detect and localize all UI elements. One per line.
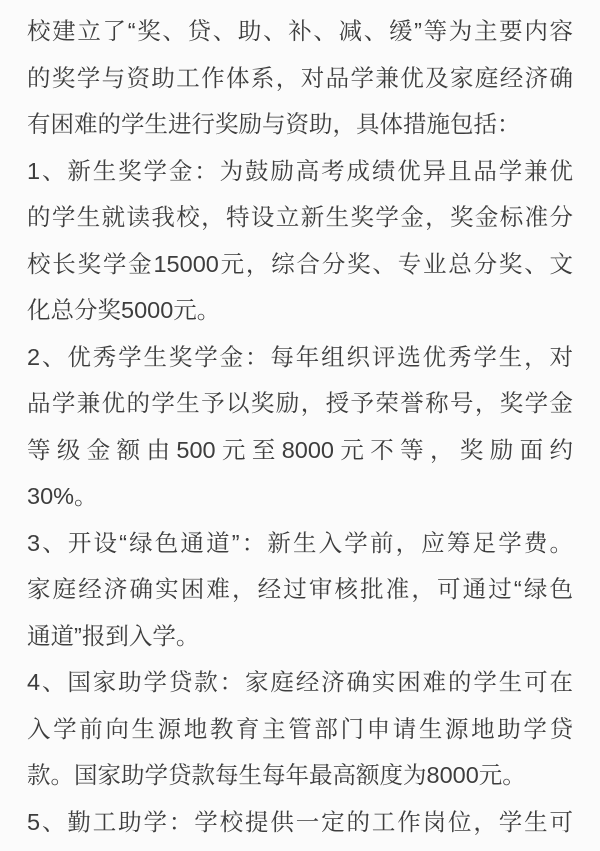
text-line: 5、勤工助学：学校提供一定的工作岗位，学生可 (27, 808, 573, 835)
text-line: 4、国家助学贷款：家庭经济确实困难的学生可在 (27, 669, 573, 695)
text-line: 的奖学与资助工作体系，对品学兼优及家庭经济确 (27, 64, 573, 91)
text-line: 校建立了“奖、贷、助、补、减、缓”等为主要内容 (27, 18, 573, 44)
text-line: 30%。 (27, 483, 98, 509)
text-line: 入学前向生源地教育主管部门申请生源地助学贷 (27, 715, 573, 742)
paragraph-item-5-work-study (27, 799, 573, 846)
text-line: 款。国家助学贷款每生每年最高额度为8000元。 (27, 762, 526, 788)
text-line: 有困难的学生进行奖励与资助，具体措施包括： (27, 111, 521, 137)
text-line: 的学生就读我校，特设立新生奖学金，奖金标准分 (27, 204, 573, 230)
text-line: 1、新生奖学金：为鼓励高考成绩优异且品学兼优 (27, 157, 573, 184)
text-line: 家庭经济确实困难，经过审核批准，可通过“绿色 (27, 576, 573, 602)
paragraph-item-2-outstanding-student-scholarship (27, 334, 573, 520)
text-line: 品学兼优的学生予以奖励，授予荣誉称号，奖学金 (27, 390, 573, 416)
text-line: 3、开设“绿色通道”：新生入学前，应筹足学费。 (27, 529, 573, 556)
text-line: 化总分奖5000元。 (27, 297, 221, 323)
text-line: 2、优秀学生奖学金：每年组织评选优秀学生，对 (27, 343, 573, 370)
paragraph-intro (27, 8, 573, 148)
text-line: 通道”报到入学。 (27, 622, 200, 649)
paragraph-item-3-green-channel (27, 520, 573, 660)
paragraph-item-4-national-student-loan (27, 659, 573, 799)
text-line: 校长奖学金15000元，综合分奖、专业总分奖、文 (27, 250, 573, 277)
text-line: 等级金额由500元至8000元不等，奖励面约 (27, 436, 573, 463)
paragraph-item-1-freshman-scholarship (27, 148, 573, 334)
